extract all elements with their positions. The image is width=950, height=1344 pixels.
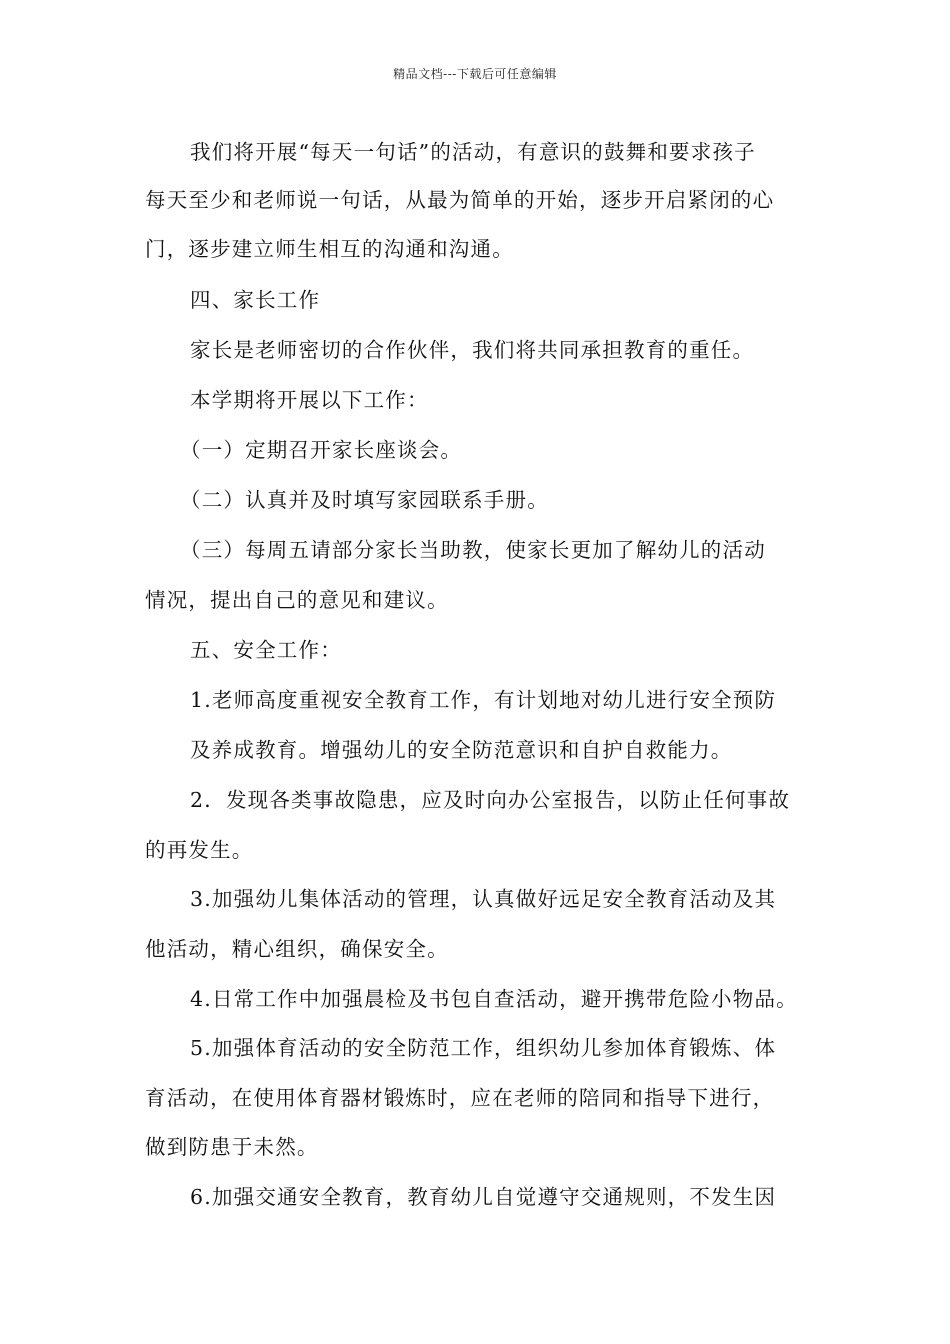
list-item: 3.加强幼儿集体活动的管理，认真做好远足安全教育活动及其 <box>190 887 777 911</box>
list-item: 1.老师高度重视安全教育工作，有计划地对幼儿进行安全预防 <box>190 688 777 712</box>
paragraph-line: 每天至少和老师说一句话，从最为简单的开始，逐步开启紧闭的心 <box>145 188 775 212</box>
list-item: （二）认真并及时填写家园联系手册。 <box>180 488 549 512</box>
paragraph-line: 本学期将开展以下工作： <box>190 388 429 412</box>
paragraph-line: 家长是老师密切的合作伙伴，我们将共同承担教育的重任。 <box>190 338 755 362</box>
paragraph-line: 他活动，精心组织，确保安全。 <box>145 937 449 961</box>
list-item: 4.日常工作中加强晨检及书包自查活动，避开携带危险小物品。 <box>190 987 798 1011</box>
list-item: 5.加强体育活动的安全防范工作，组织幼儿参加体育锻炼、体 <box>190 1036 777 1060</box>
list-item: （一）定期召开家长座谈会。 <box>180 438 463 462</box>
paragraph-line: 做到防患于未然。 <box>145 1135 319 1159</box>
paragraph-line: 情况，提出自己的意见和建议。 <box>145 588 449 612</box>
list-item: 6.加强交通安全教育，教育幼儿自觉遵守交通规则，不发生因 <box>190 1185 777 1209</box>
section-heading-parents: 四、家长工作 <box>190 288 321 312</box>
list-item: 2．发现各类事故隐患，应及时向办公室报告，以防止任何事故 <box>190 788 791 812</box>
paragraph-line: 育活动，在使用体育器材锻炼时，应在老师的陪同和指导下进行， <box>145 1086 775 1110</box>
section-heading-safety: 五、安全工作： <box>190 638 342 662</box>
paragraph-line: 门，逐步建立师生相互的沟通和沟通。 <box>145 237 514 261</box>
paragraph-line: 及养成教育。增强幼儿的安全防范意识和自护自救能力。 <box>190 738 733 762</box>
page-header: 精品文档---下载后可任意编辑 <box>393 67 557 81</box>
list-item: （三）每周五请部分家长当助教，使家长更加了解幼儿的活动 <box>180 538 766 562</box>
paragraph-line: 的再发生。 <box>145 838 254 862</box>
paragraph-line: 我们将开展“每天一句话”的活动，有意识的鼓舞和要求孩子 <box>190 140 756 164</box>
